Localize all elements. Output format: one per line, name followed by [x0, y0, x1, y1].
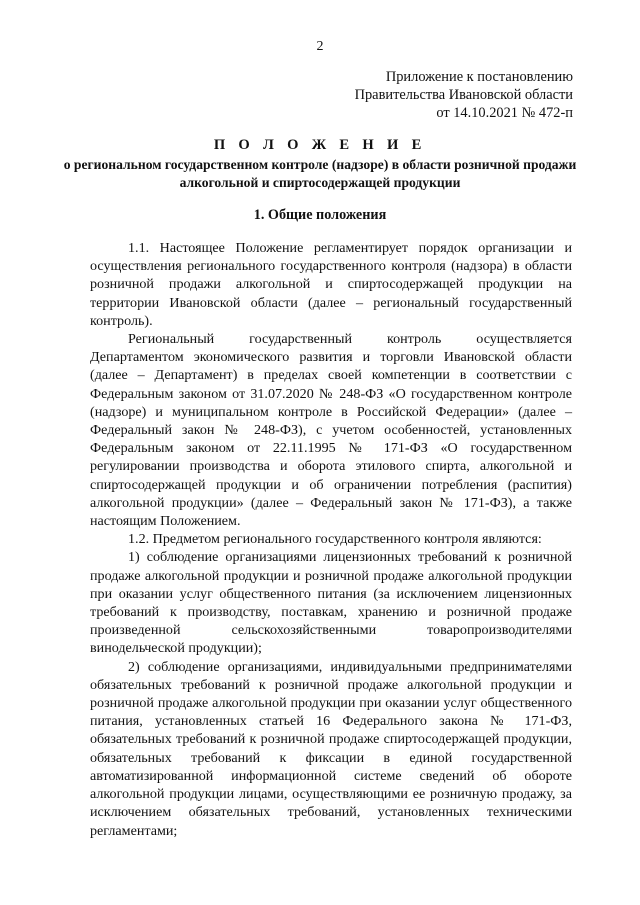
paragraph: Региональный государственный контроль осуществляется Департаментом экономического развития и торговли Ивановской области (далее – Департамент) в пределах своей компетенции в соответствии с Федеральным законом от 31.07.2020 № 248-ФЗ «О государственном контроле (надзоре) и муниципальном контроле в Российской Федерации» (далее – Федеральный закон № 248-ФЗ), с учетом особенностей, установленных Федеральным законом от 22.11.1995 № 171-ФЗ «О государственном регулировании производства и оборота этилового спирта, алкогольной и спиртосодержащей продукции и об ограничении потребления (распития) алкогольной продукции» (далее – Федеральный закон № 171-ФЗ), а также настоящим Положением.	[90, 331, 572, 530]
approval-block	[355, 68, 573, 122]
paragraph: 1) соблюдение организациями лицензионных требований к розничной продаже алкогольной продукции и розничной продаже алкогольной продукции при оказании услуг общественного питания (за исключением лицензионных требований к производству, поставкам, хранению и розничной продаже произведенной сельскохозяйственными товаропроизводителями винодельческой продукции);	[90, 549, 572, 657]
approval-line: Правительства Ивановской области	[354, 87, 573, 103]
page-number: 2	[316, 39, 324, 54]
paragraph: 2) соблюдение организациями, индивидуальными предпринимателями обязательных требований к розничной продаже алкогольной продукции и розничной продаже алкогольной продукции при оказании услуг общественного питания, установленных статьей 16 Федерального закона № 171-ФЗ, обязательных требований к розничной продаже спиртосодержащей продукции, обязательных требований к фиксации в единой государственной автоматизированной информационной системе сведений об обороте алкогольной продукции лицами, осуществляющими ее розничную продажу, за исключением обязательных требований, установленных техническими регламентами;	[90, 658, 572, 839]
document-body	[90, 239, 572, 840]
section-heading: 1. Общие положения	[253, 207, 387, 223]
document-title: П О Л О Ж Е Н И Е	[213, 137, 427, 153]
document-subtitle: о региональном государственном контроле (надзоре) в области розничной продажи алкогольной и спиртосодержащей продукции	[63, 157, 577, 190]
paragraph: 1.1. Настоящее Положение регламентирует порядок организации и осуществления регионального государственного контроля (надзора) в области розничной продажи алкогольной и спиртосодержащей продукции на территории Ивановской области (далее – региональный государственный контроль).	[90, 240, 572, 329]
paragraph: 1.2. Предметом регионального государственного контроля являются:	[128, 531, 542, 548]
approval-date-line: от 14.10.2021 № 472-п	[436, 105, 573, 121]
approval-line: Приложение к постановлению	[385, 69, 573, 85]
